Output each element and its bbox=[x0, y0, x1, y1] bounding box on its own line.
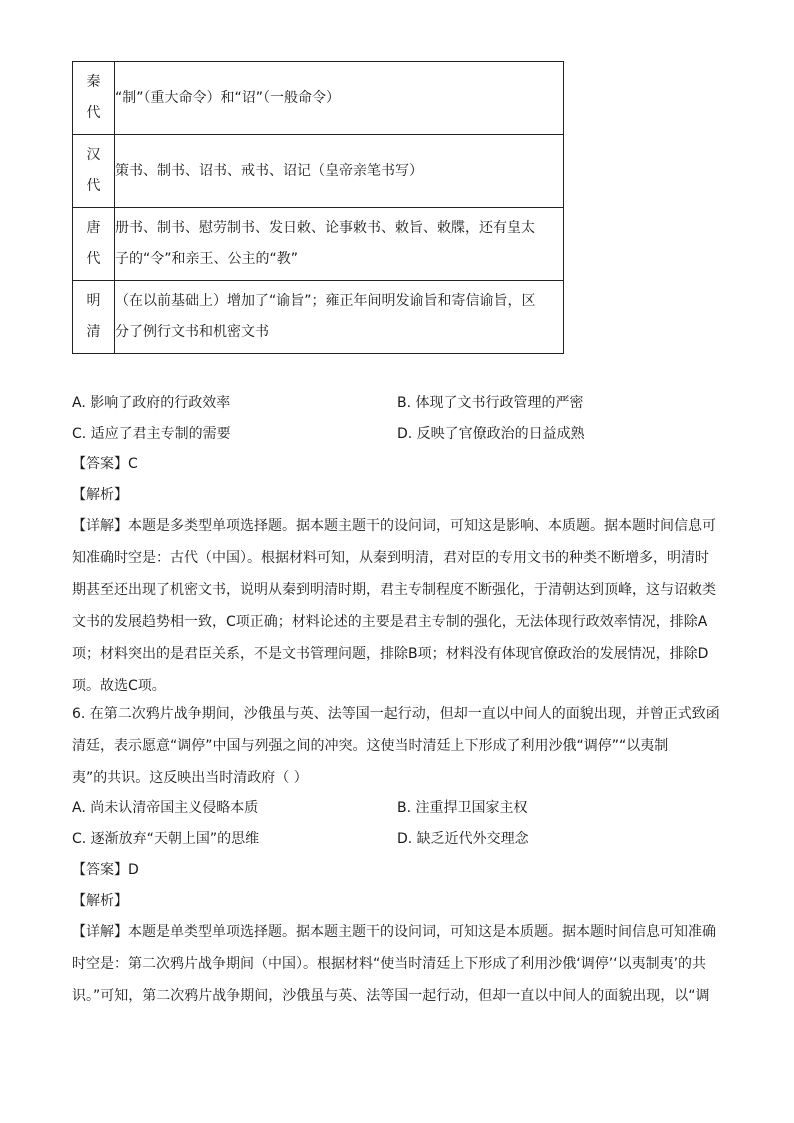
detail-line: 知准确时空是：古代（中国）。根据材料可知，从秦到明清，君对臣的专用文书的种类不断增多，明清时 bbox=[72, 550, 709, 566]
q6-answer: 【答案】D bbox=[72, 862, 139, 878]
detail-line: 项；材料突出的是君臣关系，不是文书管理问题，排除B项；材料没有体现官僚政治的发展情况，排除D bbox=[72, 646, 709, 662]
era-cell bbox=[73, 62, 115, 135]
table-row bbox=[73, 208, 564, 281]
detail-line: 【详解】本题是多类型单项选择题。据本题主题干的设问词，可知这是影响、本质题。据本题时间信息可 bbox=[72, 518, 716, 534]
era-label: 代 bbox=[86, 105, 101, 121]
table-row bbox=[73, 62, 564, 135]
q6-detail bbox=[72, 916, 722, 1012]
desc-cell bbox=[115, 62, 564, 135]
desc-cell bbox=[115, 281, 564, 354]
stem-line: 清廷，表示愿意“调停”中国与列强之间的冲突。这使当时清廷上下形成了利用沙俄“调停”“以夷制 bbox=[72, 738, 669, 754]
table-row bbox=[73, 281, 564, 354]
q6-option-a: A. 尚未认清帝国主义侵略本质 bbox=[72, 800, 259, 816]
desc-cell bbox=[115, 208, 564, 281]
desc-text: 策书、制书、诏书、戒书、诏记（皇帝亲笔书写） bbox=[115, 162, 423, 179]
q6-stem bbox=[72, 698, 722, 794]
desc-text: （在以前基础上）增加了“谕旨”；雍正年间明发谕旨和寄信谕旨，区 bbox=[115, 293, 536, 309]
detail-line: 识。”可知，第二次鸦片战争期间，沙俄虽与英、法等国一起行动，但却一直以中间人的面貌出现，以“调 bbox=[72, 988, 710, 1004]
desc-text: 册书、制书、慰劳制书、发日敕、论事敕书、敕旨、敕牒，还有皇太 bbox=[115, 220, 535, 236]
q5-analysis-label: 【解析】 bbox=[72, 487, 128, 503]
era-label: 代 bbox=[86, 178, 101, 194]
desc-cell bbox=[115, 135, 564, 208]
q5-option-c: C. 适应了君主专制的需要 bbox=[72, 426, 231, 442]
q6-option-c: C. 逐渐放弃“天朝上国”的思维 bbox=[72, 831, 260, 847]
detail-line: 项。故选C项。 bbox=[72, 678, 166, 694]
era-label: 明 bbox=[86, 293, 101, 309]
era-label: 清 bbox=[86, 324, 101, 340]
era-label: 秦 bbox=[86, 74, 101, 90]
q5-option-b: B. 体现了文书行政管理的严密 bbox=[397, 395, 584, 411]
stem-line: 夷”的共识。这反映出当时清政府（ ） bbox=[72, 770, 308, 786]
q5-option-d: D. 反映了官僚政治的日益成熟 bbox=[397, 426, 585, 442]
desc-text: “制”（重大命令）和“诏”（一般命令） bbox=[115, 89, 341, 106]
q6-analysis-label: 【解析】 bbox=[72, 893, 128, 909]
era-cell bbox=[73, 135, 115, 208]
q6-option-d: D. 缺乏近代外交理念 bbox=[397, 831, 529, 847]
stem-line: 6. 在第二次鸦片战争期间，沙俄虽与英、法等国一起行动，但却一直以中间人的面貌出现，并曾正式致函 bbox=[72, 706, 720, 722]
era-label: 唐 bbox=[86, 220, 101, 236]
desc-text: 分了例行文书和机密文书 bbox=[115, 324, 269, 340]
detail-line: 文书的发展趋势相一致，C项正确；材料论述的主要是君主专制的强化，无法体现行政效率情况，排除A bbox=[72, 614, 708, 630]
detail-line: 时空是：第二次鸦片战争期间（中国）。根据材料“使当时清廷上下形成了利用沙俄‘调停’‘以夷制夷’的共 bbox=[72, 956, 707, 972]
era-label: 代 bbox=[86, 251, 101, 267]
detail-line: 期甚至还出现了机密文书，说明从秦到明清时期，君主专制程度不断强化，于清朝达到顶峰，这与诏敕类 bbox=[72, 582, 716, 598]
edict-types-table bbox=[72, 61, 564, 354]
era-label: 汉 bbox=[86, 147, 101, 163]
era-cell bbox=[73, 208, 115, 281]
q5-detail bbox=[72, 510, 722, 702]
q6-option-b: B. 注重捍卫国家主权 bbox=[397, 800, 528, 816]
q5-option-a: A. 影响了政府的行政效率 bbox=[72, 395, 231, 411]
desc-text: 子的“令”和亲王、公主的“教” bbox=[115, 251, 299, 267]
detail-line: 【详解】本题是单类型单项选择题。据本题主题干的设问词，可知这是本质题。据本题时间信息可知准确 bbox=[72, 924, 716, 940]
q5-answer: 【答案】C bbox=[72, 456, 138, 472]
era-cell bbox=[73, 281, 115, 354]
table-row bbox=[73, 135, 564, 208]
